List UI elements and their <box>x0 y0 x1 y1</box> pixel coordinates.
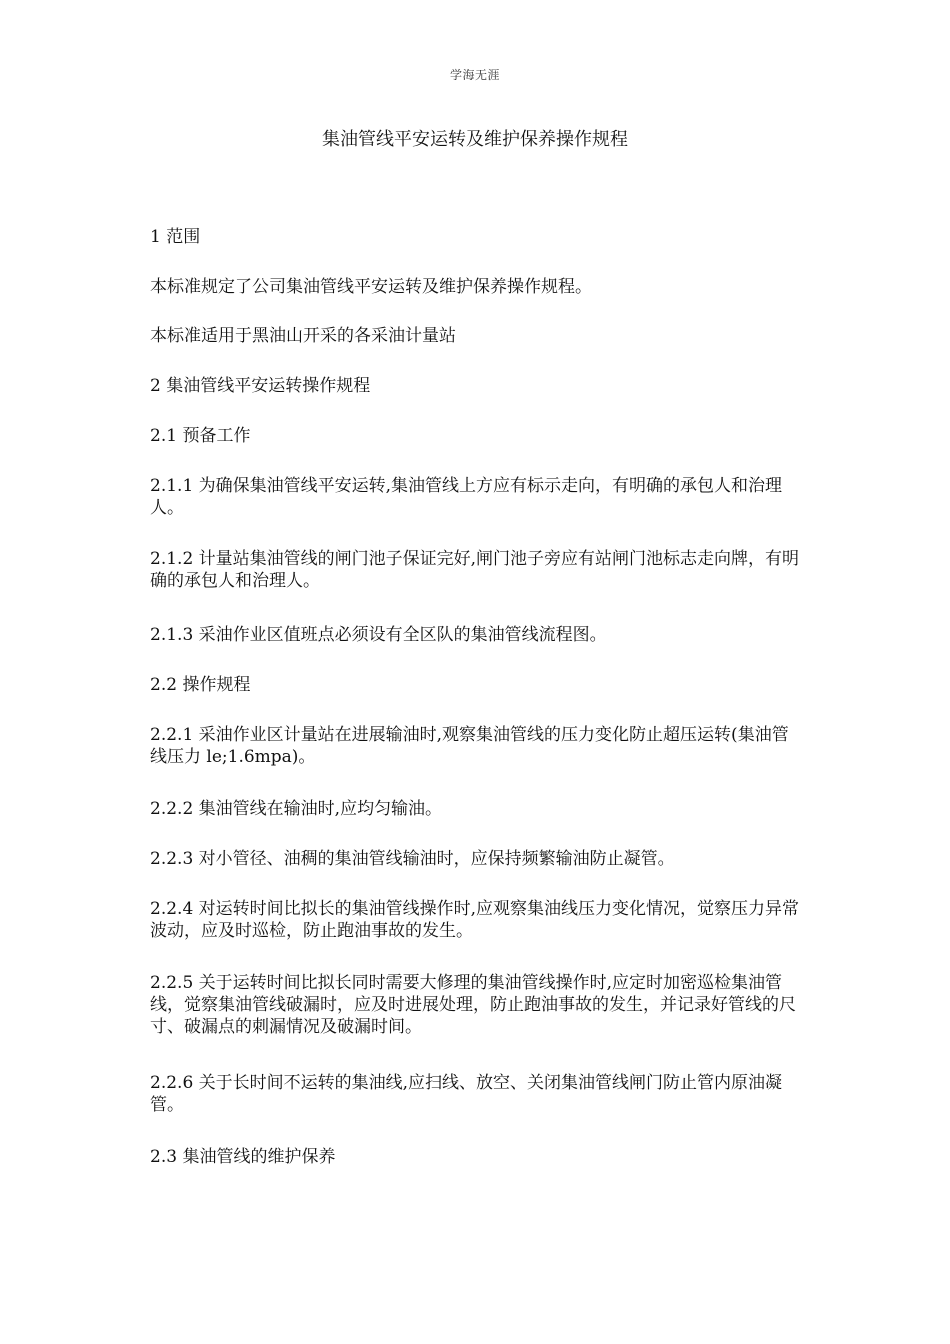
paragraph: 2.2.4 对运转时间比拟长的集油管线操作时,应观察集油线压力变化情况，觉察压力异常波动，应及时巡检，防止跑油事故的发生。 <box>150 899 800 941</box>
paragraph: 2.1.2 计量站集油管线的闸门池子保证完好,闸门池子旁应有站闸门池标志走向牌，有明确的承包人和治理人。 <box>150 549 800 591</box>
paragraph: 2.1.1 为确保集油管线平安运转,集油管线上方应有标示走向，有明确的承包人和治理人。 <box>150 476 783 518</box>
subsection-heading: 2.2 操作规程 <box>150 675 251 695</box>
subsection-heading: 2.1 预备工作 <box>150 426 251 446</box>
document-title: 集油管线平安运转及维护保养操作规程 <box>322 129 628 150</box>
section-heading: 2 集油管线平安运转操作规程 <box>150 376 371 396</box>
paragraph: 本标准适用于黑油山开采的各采油计量站 <box>150 326 456 346</box>
subsection-heading: 2.3 集油管线的维护保养 <box>150 1147 336 1167</box>
paragraph: 2.2.2 集油管线在输油时,应均匀输油。 <box>150 799 443 819</box>
section-heading-scope: 1 范围 <box>150 227 201 247</box>
paragraph: 2.2.1 采油作业区计量站在进展输油时,观察集油管线的压力变化防止超压运转(集油管线压力 le;1.6mpa)。 <box>150 725 789 767</box>
paragraph: 2.2.6 关于长时间不运转的集油线,应扫线、放空、关闭集油管线闸门防止管内原油凝管。 <box>150 1073 783 1115</box>
paragraph: 2.1.3 采油作业区值班点必须设有全区队的集油管线流程图。 <box>150 625 607 645</box>
paragraph: 2.2.3 对小管径、油稠的集油管线输油时，应保持频繁输油防止凝管。 <box>150 849 675 869</box>
page-header: 学海无涯 <box>449 68 500 82</box>
paragraph: 2.2.5 关于运转时间比拟长同时需要大修理的集油管线操作时,应定时加密巡检集油管线，觉察集油管线破漏时，应及时进展处理，防止跑油事故的发生，并记录好管线的尺寸、破漏点的刺漏情况及破漏时间。 <box>150 973 796 1037</box>
paragraph: 本标准规定了公司集油管线平安运转及维护保养操作规程。 <box>150 277 592 297</box>
